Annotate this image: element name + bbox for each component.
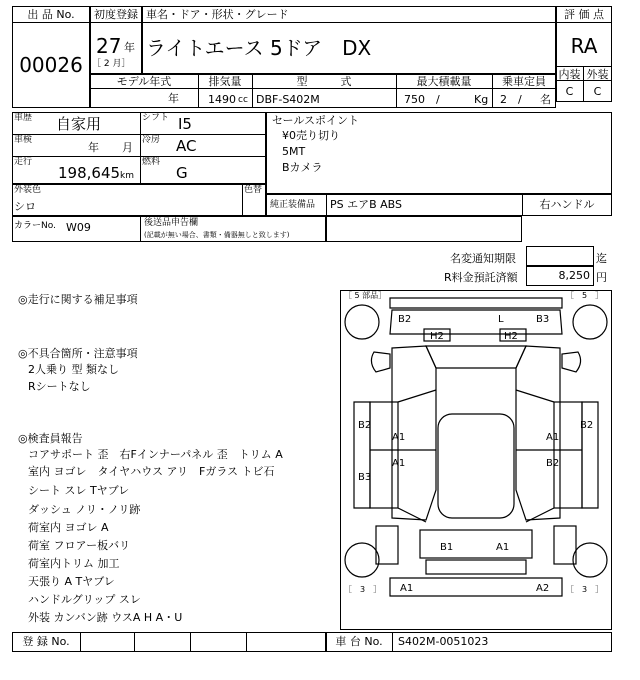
roof xyxy=(438,414,514,518)
max-load-unit: Kg xyxy=(474,93,489,106)
defect-line-2: Rシートなし xyxy=(28,380,91,393)
equipment-label: 純正装備品 xyxy=(270,200,316,210)
tire-front-left xyxy=(345,305,379,339)
tire-fl-label: ［ 5 部品］ xyxy=(344,291,387,300)
sales-point-3: Bカメラ xyxy=(282,161,323,174)
car-diagram xyxy=(340,290,612,630)
inspector-line-5: 荷室内 ヨゴレ A xyxy=(28,521,109,534)
inspector-line-10: 外装 カンバン跡 ウスA H A・U xyxy=(28,611,183,624)
interior-grade: C xyxy=(565,85,574,98)
tire-rear-left xyxy=(345,543,379,577)
tire-rr-label: ［ 3 ］ xyxy=(566,585,604,594)
sales-point-2: 5MT xyxy=(282,145,306,158)
exterior-color-label: 外装色 xyxy=(14,185,42,195)
displacement-unit: cc xyxy=(238,95,248,105)
inspector-line-8: 天張り A Tヤブレ xyxy=(28,575,115,588)
ac-label: 冷房 xyxy=(142,135,161,145)
inspection-label: 車検 xyxy=(14,135,33,145)
mileage-value: 198,645 xyxy=(58,164,121,182)
mark-b2-right: B2 xyxy=(580,420,594,431)
equipment-value: PS エアB ABS xyxy=(330,198,403,211)
mark-h2-left: H2 xyxy=(430,331,444,342)
max-load-label: 最大積載量 xyxy=(416,75,472,88)
interior-label: 内装 xyxy=(558,68,581,81)
mark-a1-left-lower: A1 xyxy=(392,458,406,469)
fuel-value: G xyxy=(176,164,188,182)
inspector-report-title: ◎検査員報告 xyxy=(18,432,83,445)
color-number-value: W09 xyxy=(66,221,91,234)
recycle-fee-value: 8,250 xyxy=(558,269,590,282)
evaluation-label: 評 価 点 xyxy=(564,8,604,21)
capacity-unit: 名 xyxy=(540,93,551,106)
inspector-line-2: 室内 ヨゴレ タイヤハウス アリ Fガラス トビ石 xyxy=(28,465,275,478)
capacity-label: 乗車定員 xyxy=(502,75,546,88)
name-change-deadline-box xyxy=(526,246,594,266)
mark-b2-top: B2 xyxy=(398,314,412,325)
inspector-line-9: ハンドルグリップ スレ xyxy=(28,593,141,606)
color-change-label: 色替 xyxy=(244,185,263,195)
exterior-label: 外装 xyxy=(586,68,609,81)
inspector-line-1: コアサポート 歪 右Fインナーパネル 歪 トリム A xyxy=(28,448,283,461)
displacement-label: 排気量 xyxy=(208,75,242,88)
name-change-deadline-unit: 迄 xyxy=(596,252,607,265)
inspection-month: 月 xyxy=(122,141,133,154)
mark-l-top: L xyxy=(498,314,504,325)
sales-points-label: セールスポイント xyxy=(272,114,360,127)
inspector-line-4: ダッシュ ノリ・ノリ跡 xyxy=(28,503,141,516)
ac-value: AC xyxy=(176,137,197,155)
exterior-color-box xyxy=(12,184,266,216)
tire-rl-label: ［ 3 ］ xyxy=(344,585,382,594)
tire-fr-label: ［ 5 ］ xyxy=(566,291,604,300)
aftermarket-box xyxy=(326,216,522,242)
inspector-line-6: 荷室 フロアー板バリ xyxy=(28,539,131,552)
aftermarket-label: 後送品申告欄 xyxy=(144,218,199,228)
details-table xyxy=(12,112,266,184)
shift-value: I5 xyxy=(178,115,192,133)
chassis-number-label: 車 台 No. xyxy=(335,635,383,648)
chassis-number-value: S402M-0051023 xyxy=(398,635,489,648)
mark-h2-right: H2 xyxy=(504,331,518,342)
tire-rear-right xyxy=(573,543,607,577)
registration-number-label: 登 録 No. xyxy=(22,635,70,648)
defect-line-1: 2人乗り 型 類なし xyxy=(28,363,119,376)
first-registration-label: 初度登録 xyxy=(94,8,138,21)
mileage-label: 走行 xyxy=(14,157,33,167)
steering-value: 右ハンドル xyxy=(539,198,595,211)
first-registration-year: 27 xyxy=(96,34,122,58)
mileage-unit: km xyxy=(120,171,134,181)
car-name-label: 車名・ドア・形状・グレード xyxy=(146,8,289,21)
driving-notes-title: ◎走行に関する補足事項 xyxy=(18,293,138,306)
first-registration-month: ［ 2 月］ xyxy=(92,59,131,69)
front-bumper xyxy=(390,298,562,308)
first-registration-year-unit: 年 xyxy=(124,41,135,54)
shift-label: シフト xyxy=(142,113,170,123)
model-year-unit: 年 xyxy=(168,92,179,105)
mark-a2-bumper: A2 xyxy=(536,583,550,594)
mark-b1-rear: B1 xyxy=(440,542,454,553)
color-number-label: カラーNo. xyxy=(14,221,56,231)
type-label: 型 式 xyxy=(296,75,352,88)
exterior-color-value: シロ xyxy=(14,200,36,213)
defects-title: ◎不具合箇所・注意事項 xyxy=(18,347,138,360)
model-type: DBF-S402M xyxy=(256,93,320,106)
sales-point-1: ¥0売り切り xyxy=(282,129,340,142)
fuel-label: 燃料 xyxy=(142,157,161,167)
inspector-line-3: シート スレ Tヤブレ xyxy=(28,484,130,497)
inspection-year: 年 xyxy=(88,141,99,154)
mark-a1-left-upper: A1 xyxy=(392,432,406,443)
inspector-line-7: 荷室内トリム 加工 xyxy=(28,557,120,570)
windshield xyxy=(426,346,526,368)
rear-door xyxy=(420,530,532,558)
displacement-value: 1490 xyxy=(208,93,236,106)
capacity-value: 2 / xyxy=(500,93,522,106)
mark-a1-bumper: A1 xyxy=(400,583,414,594)
mark-b2-right-lower: B2 xyxy=(546,458,560,469)
car-name: ライトエース 5ドア DX xyxy=(146,36,372,60)
exterior-grade: C xyxy=(593,85,602,98)
mark-a1-rear: A1 xyxy=(496,542,510,553)
evaluation-grade: RA xyxy=(570,34,598,58)
usage-value: 自家用 xyxy=(56,115,102,133)
lot-number-label: 出 品 No. xyxy=(27,8,75,21)
name-change-deadline-label: 名変通知期限 xyxy=(450,252,516,265)
mark-b3-left: B3 xyxy=(358,472,372,483)
recycle-fee-unit: 円 xyxy=(596,271,607,284)
usage-label: 車歴 xyxy=(14,113,33,123)
lot-number: 00026 xyxy=(19,53,83,77)
max-load-value: 750 / xyxy=(404,93,440,106)
mark-a1-right: A1 xyxy=(546,432,560,443)
model-year-label: モデル年式 xyxy=(116,75,172,88)
tire-front-right xyxy=(573,305,607,339)
mark-b2-left: B2 xyxy=(358,420,372,431)
mark-b3-top: B3 xyxy=(536,314,550,325)
recycle-fee-label: R料金預託済額 xyxy=(444,271,518,284)
aftermarket-note: (記載が無い場合、書類・備器無しと致します) xyxy=(144,231,290,239)
